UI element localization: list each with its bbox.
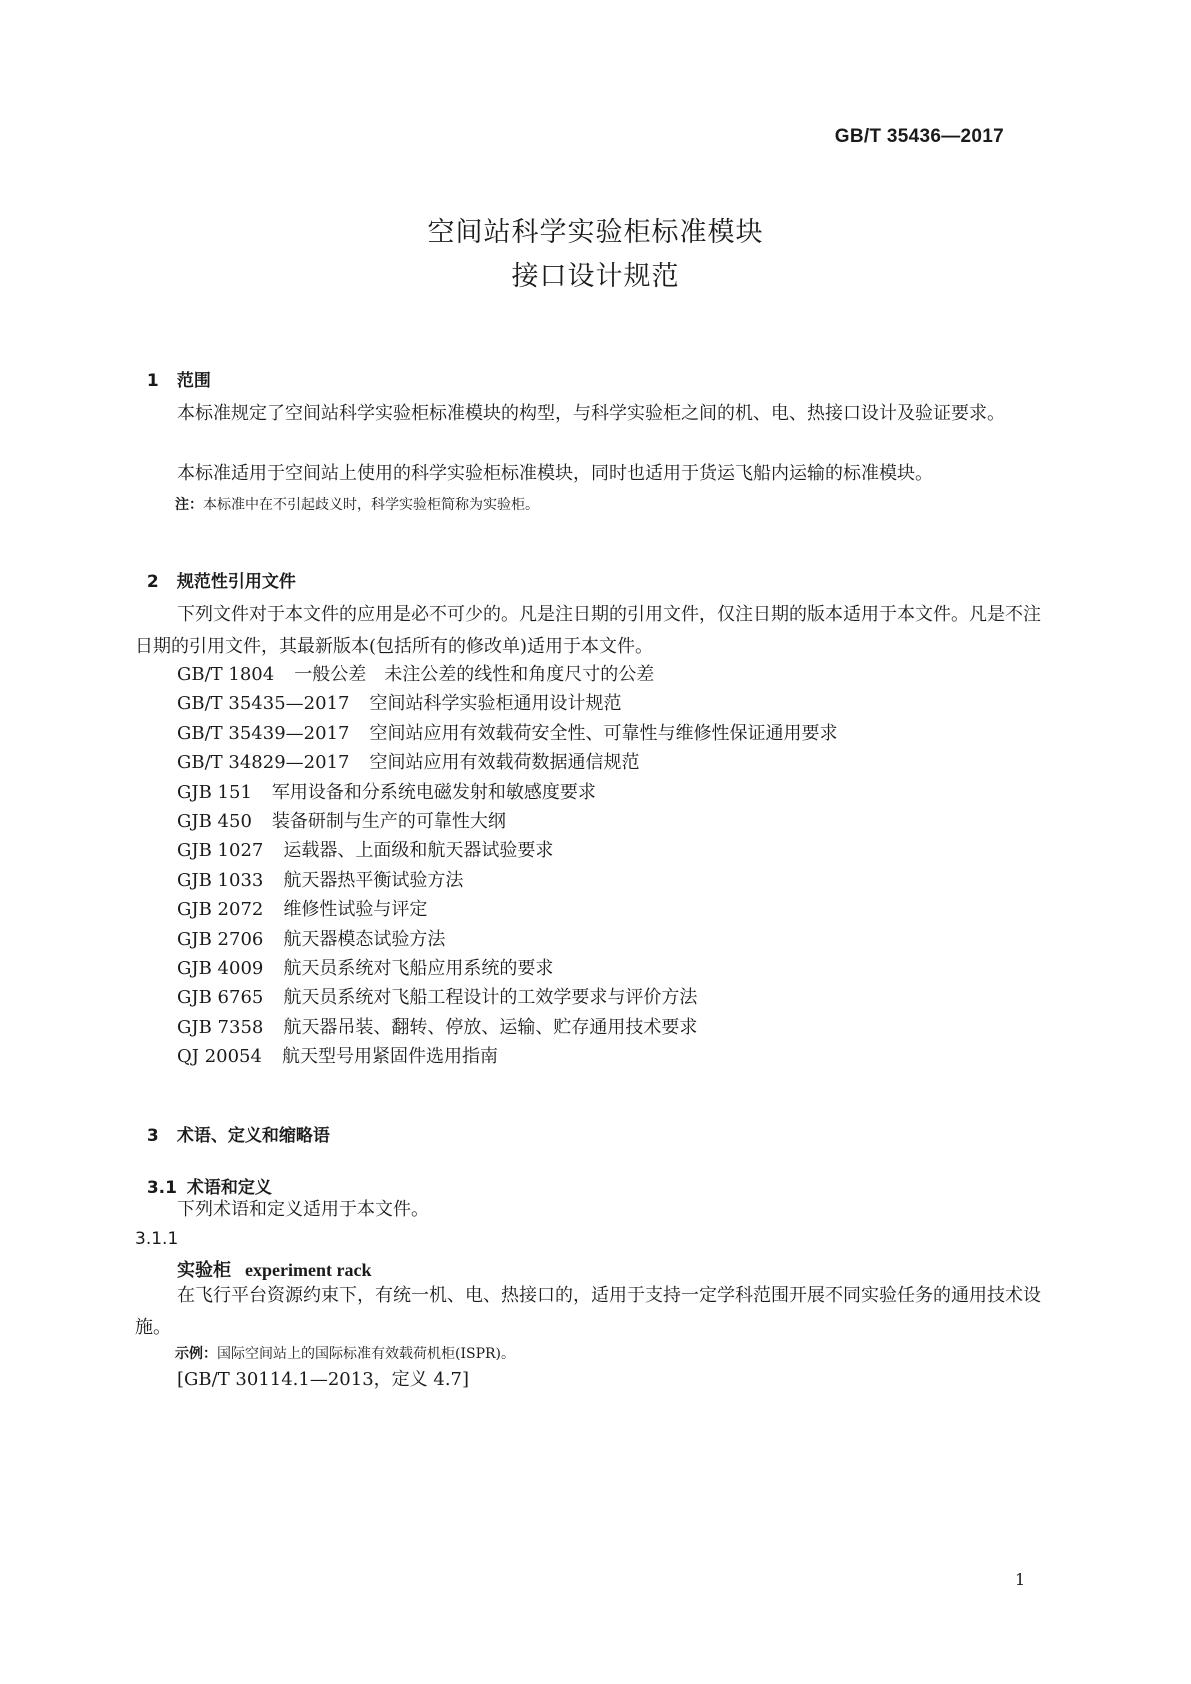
reference-item [177,1042,498,1068]
reference-title: 航天器吊装、翻转、停放、运输、贮存通用技术要求 [283,1016,698,1038]
reference-code: GB/T 35435—2017 [177,693,350,715]
section-2-heading [135,547,296,592]
section-3-1-intro [135,1194,1058,1226]
section-3-heading [135,1101,330,1146]
reference-code: GB/T 35439—2017 [177,722,350,744]
reference-title: 航天型号用紧固件选用指南 [281,1046,498,1068]
reference-code: GJB 7358 [177,1016,264,1038]
section-2-number: 2 [146,572,159,592]
reference-title: 一般公差 未注公差的线性和角度尺寸的公差 [294,664,655,685]
section-3-number: 3 [146,1126,159,1146]
term-source: [GB/T 30114.1—2013，定义 4.7] [177,1369,470,1390]
term-definition-text: 在飞行平台资源约束下，有统一机、电、热接口的，适用于支持一定学科范围开展不同实验任务的通用技术设施。 [135,1285,1041,1338]
section-3-1-number: 3.1 [146,1178,177,1198]
reference-title: 空间站应用有效载荷安全性、可靠性与维修性保证通用要求 [369,722,838,744]
section-3-1-heading [135,1153,272,1198]
reference-title: 航天员系统对飞船应用系统的要求 [283,958,554,979]
reference-title: 维修性试验与评定 [283,899,428,921]
reference-code: GB/T 1804 [177,664,275,685]
reference-code: GJB 4009 [177,958,264,979]
reference-item [177,1013,697,1039]
reference-item [177,866,463,892]
document-title-line2: 接口设计规范 [511,261,680,292]
section-3-1-title: 术语和定义 [186,1178,272,1198]
reference-item [177,778,596,804]
section-2-paragraph-text: 下列文件对于本文件的应用是必不可少的。凡是注日期的引用文件，仅注日期的版本适用于本文件。凡是不注日期的引用文件，其最新版本(包括所有的修改单)适用于本文件。 [135,604,1041,657]
reference-title: 航天员系统对飞船工程设计的工效学要求与评价方法 [283,987,698,1009]
section-3-1-intro-text: 下列术语和定义适用于本文件。 [177,1199,429,1220]
reference-code: GJB 1033 [177,869,264,891]
example-label: 示例： [175,1346,217,1362]
term-english: experiment rack [245,1260,372,1280]
section-1-paragraph-2 [135,458,1058,490]
page-number: 1 [1015,1570,1026,1589]
term-number: 3.1.1 [135,1229,179,1249]
section-1-paragraph-2-text: 本标准适用于空间站上使用的科学实验柜标准模块，同时也适用于货运飞船内运输的标准模块。 [177,463,933,484]
reference-item [177,660,654,686]
reference-item [177,689,621,715]
reference-item [177,748,639,774]
reference-item [177,807,506,833]
term-entry [177,1256,371,1282]
reference-item [177,719,837,745]
reference-code: QJ 20054 [177,1046,262,1068]
reference-title: 航天器热平衡试验方法 [283,869,464,891]
section-1-number: 1 [146,371,159,391]
term-example [175,1343,515,1363]
reference-code: GB/T 34829—2017 [177,752,350,774]
section-1-heading [135,346,211,391]
reference-code: GJB 1027 [177,840,264,862]
reference-title: 运载器、上面级和航天器试验要求 [283,840,554,862]
reference-title: 航天器模态试验方法 [283,928,446,950]
reference-code: GJB 6765 [177,987,264,1009]
reference-code: GJB 151 [177,781,252,803]
reference-title: 装备研制与生产的可靠性大纲 [271,811,506,832]
reference-item [177,954,553,980]
section-3-title: 术语、定义和缩略语 [176,1126,330,1146]
reference-code: GJB 450 [177,811,252,832]
section-1-paragraph-1-text: 本标准规定了空间站科学实验柜标准模块的构型，与科学实验柜之间的机、电、热接口设计及验证要求。 [177,403,1005,424]
term-definition [135,1280,1058,1344]
reference-title: 军用设备和分系统电磁发射和敏感度要求 [271,781,596,803]
standard-code: GB/T 35436—2017 [834,126,1004,147]
reference-item [177,925,445,951]
reference-item [177,895,427,921]
reference-code: GJB 2072 [177,899,264,921]
section-1-paragraph-1 [135,398,1058,430]
section-1-title: 范围 [176,371,211,391]
section-1-note [175,494,539,514]
reference-title: 空间站科学实验柜通用设计规范 [369,693,622,715]
reference-item [177,836,553,862]
term-chinese: 实验柜 [177,1260,231,1281]
reference-item [177,983,697,1009]
example-text: 国际空间站上的国际标准有效载荷机柜(ISPR)。 [217,1346,516,1362]
section-2-title: 规范性引用文件 [176,572,296,592]
document-title-line1: 空间站科学实验柜标准模块 [427,217,764,248]
note-label: 注： [175,497,203,513]
section-2-paragraph [135,599,1058,663]
note-text: 本标准中在不引起歧义时，科学实验柜简称为实验柜。 [203,497,539,513]
reference-code: GJB 2706 [177,928,264,950]
reference-title: 空间站应用有效载荷数据通信规范 [369,752,640,774]
